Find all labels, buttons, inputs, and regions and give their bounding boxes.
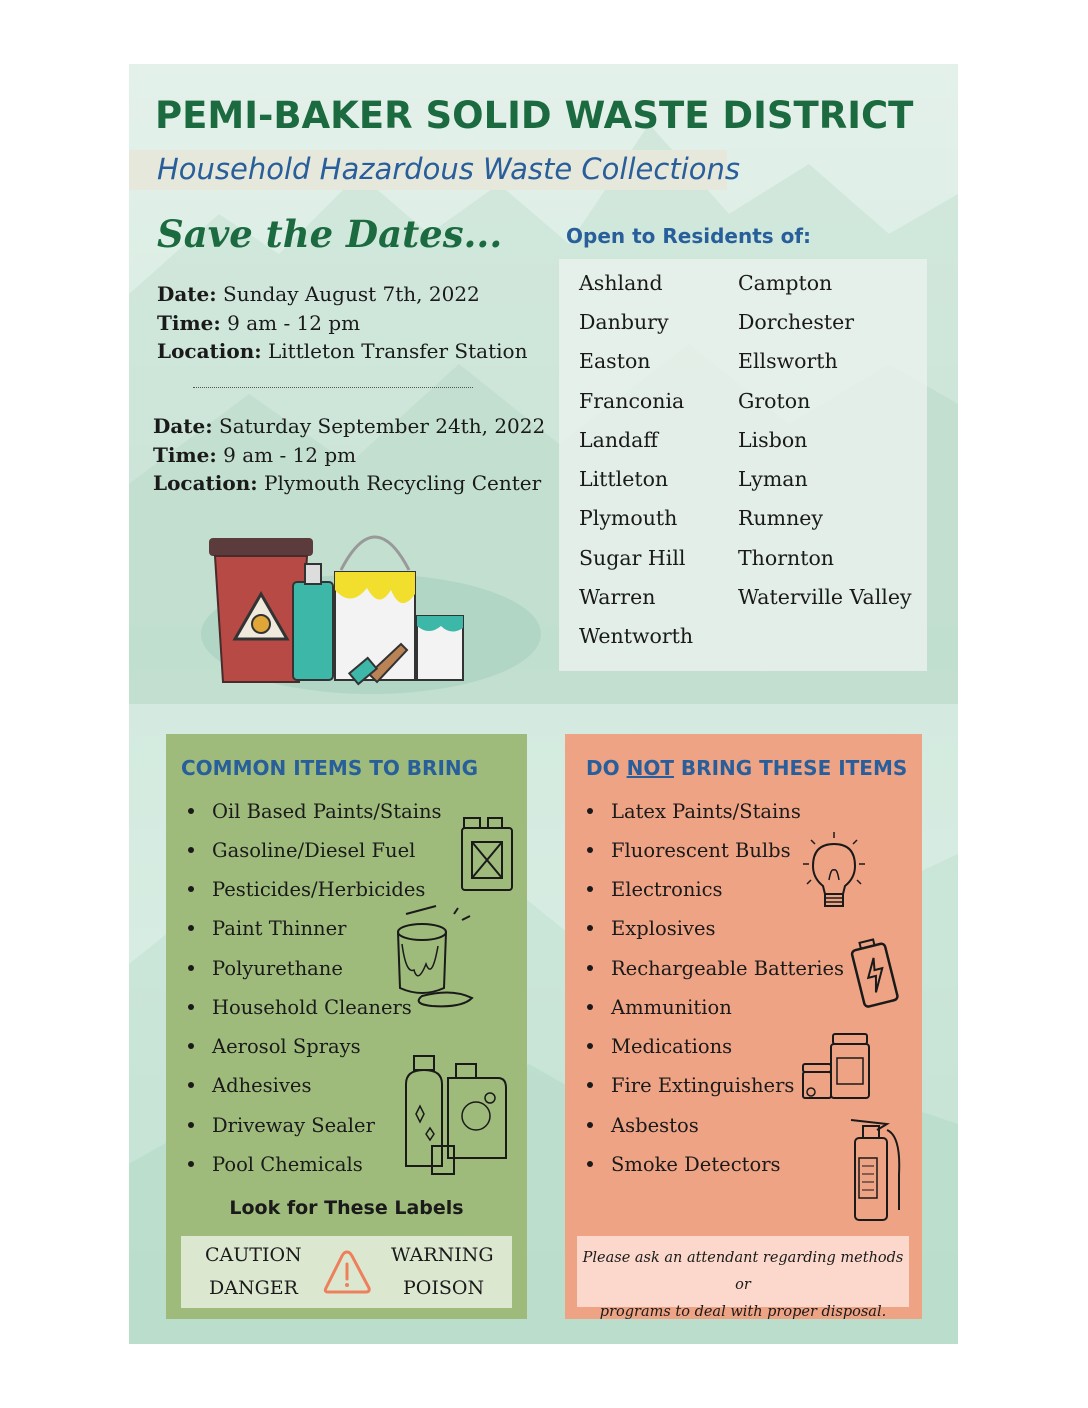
- town-name: Lyman: [738, 467, 808, 491]
- item-label: Ammunition: [611, 996, 732, 1019]
- list-item: [188, 1153, 363, 1176]
- bullet: [188, 808, 194, 814]
- page-title: PEMI-BAKER SOLID WASTE DISTRICT: [155, 94, 914, 137]
- heading-not: NOT: [626, 756, 674, 780]
- item-label: Aerosol Sprays: [212, 1035, 361, 1058]
- list-item: [587, 878, 723, 901]
- labels-heading: Look for These Labels: [229, 1197, 464, 1219]
- item-label: Household Cleaners: [212, 996, 412, 1019]
- bullet: [587, 1082, 593, 1088]
- bullet: [188, 925, 194, 931]
- event-1: [157, 280, 527, 366]
- item-label: Smoke Detectors: [611, 1153, 781, 1176]
- do-not-bring-heading: [586, 756, 907, 780]
- list-item: [188, 996, 412, 1019]
- bullet: [188, 1122, 194, 1128]
- item-label: Polyurethane: [212, 957, 343, 980]
- town-name: Franconia: [579, 389, 685, 413]
- bullet: [587, 886, 593, 892]
- light-bulb-icon: [799, 830, 869, 912]
- list-item: [188, 957, 343, 980]
- list-item: [587, 800, 801, 823]
- bullet: [188, 886, 194, 892]
- label-danger: DANGER: [209, 1277, 298, 1299]
- item-label: Electronics: [611, 878, 723, 901]
- poster: [129, 64, 958, 1344]
- warning-labels-box: [181, 1236, 512, 1308]
- list-item: [587, 1035, 732, 1058]
- list-item: [587, 1153, 781, 1176]
- fire-extinguisher-icon: [847, 1114, 905, 1224]
- bullet: [188, 1004, 194, 1010]
- bullet: [587, 847, 593, 853]
- bring-items-panel: [166, 734, 527, 1319]
- town-name: Ashland: [579, 271, 663, 295]
- bullet: [587, 808, 593, 814]
- list-item: [188, 839, 415, 862]
- bullet: [188, 1161, 194, 1167]
- note-line: programs to deal with proper disposal.: [599, 1304, 887, 1320]
- item-label: Gasoline/Diesel Fuel: [212, 839, 416, 862]
- item-label: Pesticides/Herbicides: [212, 878, 426, 901]
- battery-icon: [849, 936, 901, 1008]
- item-label: Driveway Sealer: [212, 1114, 375, 1137]
- label-warning: WARNING: [391, 1244, 494, 1266]
- town-name: Sugar Hill: [579, 546, 686, 570]
- event-time: 9 am - 12 pm: [227, 310, 361, 335]
- label-poison: POISON: [403, 1277, 485, 1299]
- list-item: [188, 878, 425, 901]
- save-the-dates-heading: Save the Dates...: [157, 212, 503, 256]
- list-item: [587, 1114, 699, 1137]
- bullet: [587, 1043, 593, 1049]
- warning-triangle-icon: [322, 1248, 372, 1296]
- event-location: Plymouth Recycling Center: [264, 471, 542, 495]
- medicine-bottles-icon: [801, 1032, 873, 1102]
- time-label: Time:: [157, 310, 221, 335]
- heading-post: BRING THESE ITEMS: [673, 756, 908, 780]
- residents-heading: Open to Residents of:: [566, 224, 812, 248]
- bullet: [188, 847, 194, 853]
- bring-items-heading: COMMON ITEMS TO BRING: [181, 756, 479, 780]
- page-subtitle: Household Hazardous Waste Collections: [157, 152, 740, 186]
- town-name: Rumney: [738, 506, 823, 530]
- bullet: [587, 965, 593, 971]
- jerry-can-icon: [458, 812, 516, 894]
- item-label: Asbestos: [611, 1114, 699, 1137]
- town-name: Warren: [579, 585, 656, 609]
- list-item: [188, 917, 346, 940]
- bullet: [587, 925, 593, 931]
- list-item: [587, 917, 716, 940]
- event-divider: [193, 387, 473, 388]
- list-item: [587, 996, 732, 1019]
- town-name: Landaff: [579, 428, 658, 452]
- disposal-note: [577, 1236, 909, 1320]
- label-caution: CAUTION: [205, 1244, 302, 1266]
- town-name: Ellsworth: [738, 349, 838, 373]
- bullet: [587, 1161, 593, 1167]
- bullet: [188, 1082, 194, 1088]
- item-label: Explosives: [611, 917, 716, 940]
- date-label: Date:: [153, 414, 213, 438]
- list-item: [188, 1074, 311, 1097]
- heading-pre: DO: [586, 756, 627, 780]
- note-line: Please ask an attendant regarding methods or: [582, 1250, 904, 1293]
- item-label: Fire Extinguishers: [611, 1074, 795, 1097]
- item-label: Paint Thinner: [212, 917, 347, 940]
- item-label: Oil Based Paints/Stains: [212, 800, 442, 823]
- item-label: Latex Paints/Stains: [611, 800, 801, 823]
- item-label: Rechargeable Batteries: [611, 957, 845, 980]
- town-name: Easton: [579, 349, 651, 373]
- event-2: [153, 412, 545, 498]
- do-not-bring-panel: [565, 734, 922, 1319]
- event-date: Saturday September 24th, 2022: [219, 414, 546, 438]
- town-name: Groton: [738, 389, 811, 413]
- list-item: [188, 1114, 375, 1137]
- location-label: Location:: [157, 339, 262, 363]
- location-label: Location:: [153, 471, 258, 495]
- hazardous-waste-illustration: [201, 524, 541, 694]
- item-label: Medications: [611, 1035, 733, 1058]
- cleaning-bottles-icon: [402, 1054, 512, 1176]
- list-item: [587, 1074, 794, 1097]
- time-label: Time:: [153, 442, 217, 467]
- item-label: Pool Chemicals: [212, 1153, 363, 1176]
- spilled-can-icon: [392, 904, 478, 1012]
- item-label: Fluorescent Bulbs: [611, 839, 791, 862]
- town-name: Lisbon: [738, 428, 808, 452]
- town-name: Wentworth: [579, 624, 694, 648]
- list-item: [188, 800, 442, 823]
- town-name: Waterville Valley: [738, 585, 912, 609]
- town-name: Dorchester: [738, 310, 855, 334]
- date-label: Date:: [157, 282, 217, 306]
- bullet: [188, 1043, 194, 1049]
- event-time: 9 am - 12 pm: [223, 442, 357, 467]
- town-name: Campton: [738, 271, 833, 295]
- bullet: [188, 965, 194, 971]
- list-item: [587, 839, 791, 862]
- town-name: Thornton: [738, 546, 835, 570]
- event-location: Littleton Transfer Station: [268, 339, 528, 363]
- towns-list: [559, 259, 927, 671]
- town-name: Plymouth: [579, 506, 678, 530]
- list-item: [188, 1035, 361, 1058]
- town-name: Littleton: [579, 467, 669, 491]
- bullet: [587, 1122, 593, 1128]
- item-label: Adhesives: [212, 1074, 312, 1097]
- town-name: Danbury: [579, 310, 669, 334]
- bullet: [587, 1004, 593, 1010]
- event-date: Sunday August 7th, 2022: [223, 282, 480, 306]
- list-item: [587, 957, 844, 980]
